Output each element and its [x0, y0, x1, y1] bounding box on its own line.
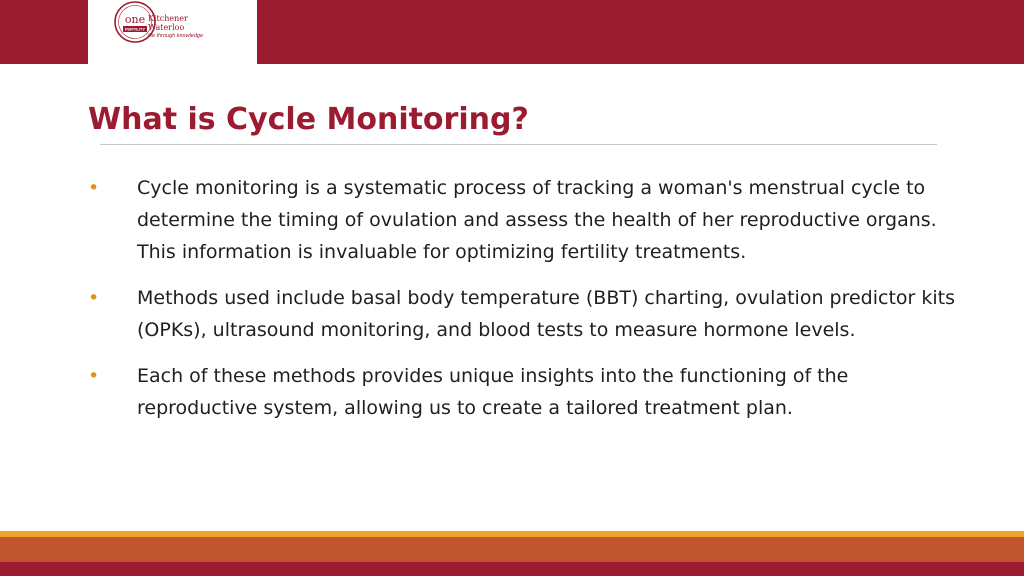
- bullet-text: Each of these methods provides unique insights into the functioning of the reproductive system, allowing us to create a tailored treatment plan.: [137, 365, 849, 419]
- footer-bands: [0, 531, 1024, 576]
- title-divider: [100, 144, 937, 145]
- bullet-item: [88, 360, 968, 424]
- logo-location: [148, 14, 188, 32]
- logo-location-line-2: Waterloo: [148, 23, 185, 32]
- logo-location-line-1: Kitchener: [148, 14, 188, 23]
- bullet-item: [88, 172, 968, 268]
- footer-band-rust: [0, 537, 1024, 562]
- bullet-item: [88, 282, 968, 346]
- bullet-dot-icon: •: [88, 365, 100, 387]
- bullet-text: Methods used include basal body temperature (BBT) charting, ovulation predictor kits (OPKs), ultrasound monitoring, and blood tests to measure hormone levels.: [137, 287, 956, 341]
- logo-seal-word: one: [124, 13, 146, 26]
- bullet-dot-icon: •: [88, 177, 100, 199]
- slide-title: What is Cycle Monitoring?: [88, 102, 529, 137]
- bullet-list: [88, 172, 968, 438]
- logo-tagline: life through knowledge: [148, 33, 204, 39]
- bullet-dot-icon: •: [88, 287, 100, 309]
- logo-panel: [88, 0, 257, 64]
- footer-band-orange: [0, 531, 1024, 537]
- bullet-text: Cycle monitoring is a systematic process of tracking a woman's menstrual cycle to determine the timing of ovulation and assess the health of her reproductive organs. This information is invaluable for optimizing fertility treatments.: [137, 177, 937, 263]
- logo-seal-banner-word: FERTILITY: [124, 26, 146, 32]
- footer-band-red: [0, 562, 1024, 576]
